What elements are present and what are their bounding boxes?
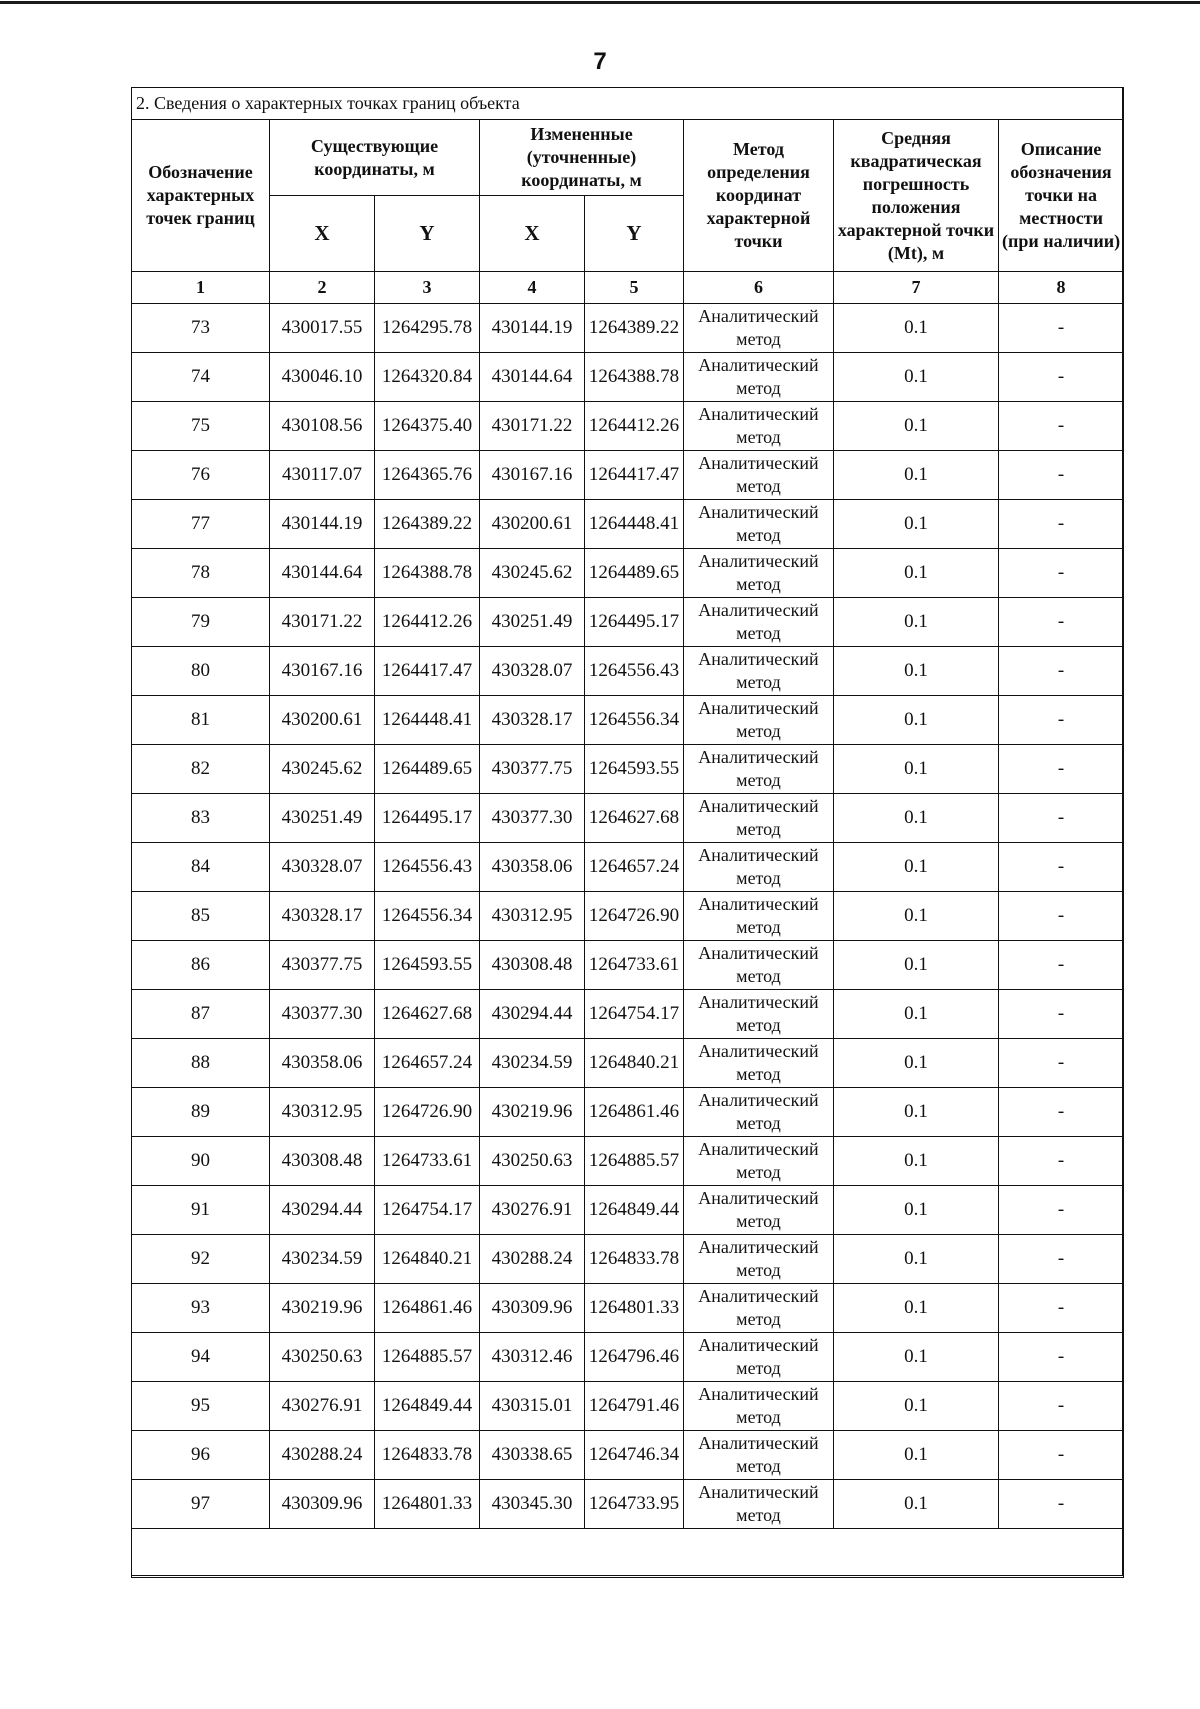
table-row	[132, 598, 1124, 647]
existing-y-cell: 1264840.21	[375, 1235, 480, 1284]
existing-x-cell: 430294.44	[270, 1186, 375, 1235]
error-cell: 0.1	[834, 1382, 999, 1431]
description-cell: -	[999, 1333, 1124, 1382]
point-number-cell: 73	[132, 304, 270, 353]
method-cell: Аналитический метод	[684, 1039, 834, 1088]
description-cell: -	[999, 647, 1124, 696]
header-changed-x: X	[480, 196, 585, 272]
method-cell: Аналитический метод	[684, 1284, 834, 1333]
changed-y-cell: 1264861.46	[585, 1088, 684, 1137]
header-changed-coordinates: Измененные (уточненные) координаты, м	[480, 120, 684, 196]
changed-x-cell: 430328.17	[480, 696, 585, 745]
error-cell: 0.1	[834, 1480, 999, 1529]
changed-x-cell: 430171.22	[480, 402, 585, 451]
table-row	[132, 1235, 1124, 1284]
changed-x-cell: 430200.61	[480, 500, 585, 549]
changed-x-cell: 430250.63	[480, 1137, 585, 1186]
header-existing-y: Y	[375, 196, 480, 272]
point-number-cell: 89	[132, 1088, 270, 1137]
method-cell: Аналитический метод	[684, 451, 834, 500]
error-cell: 0.1	[834, 1284, 999, 1333]
point-number-cell: 85	[132, 892, 270, 941]
existing-y-cell: 1264448.41	[375, 696, 480, 745]
changed-x-cell: 430309.96	[480, 1284, 585, 1333]
description-cell: -	[999, 500, 1124, 549]
changed-x-cell: 430144.19	[480, 304, 585, 353]
point-number-cell: 87	[132, 990, 270, 1039]
table-row	[132, 1039, 1124, 1088]
point-number-cell: 74	[132, 353, 270, 402]
description-cell: -	[999, 1039, 1124, 1088]
table-row	[132, 500, 1124, 549]
existing-y-cell: 1264657.24	[375, 1039, 480, 1088]
changed-y-cell: 1264556.34	[585, 696, 684, 745]
header-method: Метод определения координат характерной точки	[684, 120, 834, 272]
column-number: 7	[834, 272, 999, 304]
method-cell: Аналитический метод	[684, 1186, 834, 1235]
changed-x-cell: 430328.07	[480, 647, 585, 696]
boundary-points-table	[131, 87, 1124, 1578]
changed-x-cell: 430358.06	[480, 843, 585, 892]
method-cell: Аналитический метод	[684, 304, 834, 353]
description-cell: -	[999, 1382, 1124, 1431]
table-row	[132, 353, 1124, 402]
method-cell: Аналитический метод	[684, 1088, 834, 1137]
description-cell: -	[999, 451, 1124, 500]
error-cell: 0.1	[834, 402, 999, 451]
changed-y-cell: 1264389.22	[585, 304, 684, 353]
point-number-cell: 97	[132, 1480, 270, 1529]
method-cell: Аналитический метод	[684, 843, 834, 892]
existing-x-cell: 430309.96	[270, 1480, 375, 1529]
error-cell: 0.1	[834, 1235, 999, 1284]
existing-x-cell: 430288.24	[270, 1431, 375, 1480]
existing-y-cell: 1264495.17	[375, 794, 480, 843]
changed-x-cell: 430377.30	[480, 794, 585, 843]
existing-x-cell: 430234.59	[270, 1235, 375, 1284]
error-cell: 0.1	[834, 1431, 999, 1480]
changed-y-cell: 1264801.33	[585, 1284, 684, 1333]
description-cell: -	[999, 696, 1124, 745]
error-cell: 0.1	[834, 1186, 999, 1235]
point-number-cell: 93	[132, 1284, 270, 1333]
existing-x-cell: 430108.56	[270, 402, 375, 451]
table-row	[132, 402, 1124, 451]
existing-y-cell: 1264556.43	[375, 843, 480, 892]
method-cell: Аналитический метод	[684, 500, 834, 549]
description-cell: -	[999, 549, 1124, 598]
existing-y-cell: 1264593.55	[375, 941, 480, 990]
existing-y-cell: 1264885.57	[375, 1333, 480, 1382]
changed-y-cell: 1264726.90	[585, 892, 684, 941]
error-cell: 0.1	[834, 647, 999, 696]
error-cell: 0.1	[834, 941, 999, 990]
table-row	[132, 843, 1124, 892]
table-row	[132, 1333, 1124, 1382]
changed-y-cell: 1264885.57	[585, 1137, 684, 1186]
header-existing-coordinates: Существующие координаты, м	[270, 120, 480, 196]
existing-y-cell: 1264726.90	[375, 1088, 480, 1137]
point-number-cell: 82	[132, 745, 270, 794]
existing-x-cell: 430171.22	[270, 598, 375, 647]
changed-x-cell: 430219.96	[480, 1088, 585, 1137]
table-row	[132, 1284, 1124, 1333]
empty-table-row	[132, 1529, 1124, 1578]
error-cell: 0.1	[834, 1039, 999, 1088]
error-cell: 0.1	[834, 451, 999, 500]
changed-y-cell: 1264593.55	[585, 745, 684, 794]
method-cell: Аналитический метод	[684, 1480, 834, 1529]
error-cell: 0.1	[834, 1137, 999, 1186]
error-cell: 0.1	[834, 549, 999, 598]
changed-y-cell: 1264627.68	[585, 794, 684, 843]
method-cell: Аналитический метод	[684, 941, 834, 990]
header-mean-square-error: Средняя квадратическая погрешность положения характерной точки (Mt), м	[834, 120, 999, 272]
table-row	[132, 1382, 1124, 1431]
existing-x-cell: 430312.95	[270, 1088, 375, 1137]
existing-y-cell: 1264849.44	[375, 1382, 480, 1431]
point-number-cell: 92	[132, 1235, 270, 1284]
changed-y-cell: 1264489.65	[585, 549, 684, 598]
header-description: Описание обозначения точки на местности (при наличии)	[999, 120, 1124, 272]
description-cell: -	[999, 990, 1124, 1039]
description-cell: -	[999, 1480, 1124, 1529]
method-cell: Аналитический метод	[684, 1235, 834, 1284]
changed-x-cell: 430276.91	[480, 1186, 585, 1235]
point-number-cell: 88	[132, 1039, 270, 1088]
existing-y-cell: 1264754.17	[375, 1186, 480, 1235]
table-body	[132, 304, 1124, 1578]
point-number-cell: 91	[132, 1186, 270, 1235]
table-row	[132, 1137, 1124, 1186]
description-cell: -	[999, 598, 1124, 647]
existing-y-cell: 1264375.40	[375, 402, 480, 451]
existing-x-cell: 430328.07	[270, 843, 375, 892]
method-cell: Аналитический метод	[684, 794, 834, 843]
changed-y-cell: 1264448.41	[585, 500, 684, 549]
table-row	[132, 451, 1124, 500]
method-cell: Аналитический метод	[684, 1137, 834, 1186]
header-point-designation: Обозначение характерных точек границ	[132, 120, 270, 272]
existing-y-cell: 1264801.33	[375, 1480, 480, 1529]
existing-y-cell: 1264733.61	[375, 1137, 480, 1186]
existing-x-cell: 430358.06	[270, 1039, 375, 1088]
column-number: 1	[132, 272, 270, 304]
existing-x-cell: 430144.64	[270, 549, 375, 598]
existing-y-cell: 1264627.68	[375, 990, 480, 1039]
table-row	[132, 549, 1124, 598]
error-cell: 0.1	[834, 304, 999, 353]
changed-y-cell: 1264754.17	[585, 990, 684, 1039]
description-cell: -	[999, 794, 1124, 843]
point-number-cell: 81	[132, 696, 270, 745]
changed-y-cell: 1264657.24	[585, 843, 684, 892]
existing-y-cell: 1264320.84	[375, 353, 480, 402]
point-number-cell: 83	[132, 794, 270, 843]
existing-x-cell: 430276.91	[270, 1382, 375, 1431]
method-cell: Аналитический метод	[684, 647, 834, 696]
method-cell: Аналитический метод	[684, 696, 834, 745]
changed-x-cell: 430288.24	[480, 1235, 585, 1284]
changed-y-cell: 1264849.44	[585, 1186, 684, 1235]
changed-y-cell: 1264417.47	[585, 451, 684, 500]
changed-x-cell: 430312.95	[480, 892, 585, 941]
method-cell: Аналитический метод	[684, 598, 834, 647]
table-row	[132, 745, 1124, 794]
point-number-cell: 90	[132, 1137, 270, 1186]
error-cell: 0.1	[834, 598, 999, 647]
method-cell: Аналитический метод	[684, 892, 834, 941]
changed-x-cell: 430315.01	[480, 1382, 585, 1431]
changed-y-cell: 1264733.95	[585, 1480, 684, 1529]
changed-y-cell: 1264412.26	[585, 402, 684, 451]
existing-x-cell: 430144.19	[270, 500, 375, 549]
description-cell: -	[999, 843, 1124, 892]
description-cell: -	[999, 1431, 1124, 1480]
point-number-cell: 78	[132, 549, 270, 598]
existing-y-cell: 1264417.47	[375, 647, 480, 696]
existing-x-cell: 430046.10	[270, 353, 375, 402]
error-cell: 0.1	[834, 1088, 999, 1137]
description-cell: -	[999, 1137, 1124, 1186]
point-number-cell: 94	[132, 1333, 270, 1382]
point-number-cell: 96	[132, 1431, 270, 1480]
table-row	[132, 794, 1124, 843]
changed-y-cell: 1264556.43	[585, 647, 684, 696]
table-row	[132, 647, 1124, 696]
page-number: 7	[593, 48, 607, 75]
changed-y-cell: 1264796.46	[585, 1333, 684, 1382]
existing-x-cell: 430117.07	[270, 451, 375, 500]
method-cell: Аналитический метод	[684, 353, 834, 402]
error-cell: 0.1	[834, 353, 999, 402]
changed-y-cell: 1264733.61	[585, 941, 684, 990]
column-number: 6	[684, 272, 834, 304]
changed-x-cell: 430338.65	[480, 1431, 585, 1480]
description-cell: -	[999, 1186, 1124, 1235]
changed-x-cell: 430144.64	[480, 353, 585, 402]
error-cell: 0.1	[834, 696, 999, 745]
error-cell: 0.1	[834, 843, 999, 892]
changed-x-cell: 430167.16	[480, 451, 585, 500]
method-cell: Аналитический метод	[684, 549, 834, 598]
existing-y-cell: 1264489.65	[375, 745, 480, 794]
changed-x-cell: 430377.75	[480, 745, 585, 794]
description-cell: -	[999, 402, 1124, 451]
existing-y-cell: 1264556.34	[375, 892, 480, 941]
table-row	[132, 1480, 1124, 1529]
error-cell: 0.1	[834, 1333, 999, 1382]
changed-y-cell: 1264495.17	[585, 598, 684, 647]
changed-x-cell: 430312.46	[480, 1333, 585, 1382]
point-number-cell: 76	[132, 451, 270, 500]
column-number: 8	[999, 272, 1124, 304]
header-changed-y: Y	[585, 196, 684, 272]
description-cell: -	[999, 353, 1124, 402]
column-number-row	[132, 272, 1124, 304]
changed-x-cell: 430345.30	[480, 1480, 585, 1529]
error-cell: 0.1	[834, 745, 999, 794]
description-cell: -	[999, 304, 1124, 353]
empty-cell	[132, 1529, 1124, 1578]
changed-y-cell: 1264746.34	[585, 1431, 684, 1480]
changed-y-cell: 1264791.46	[585, 1382, 684, 1431]
column-number: 5	[585, 272, 684, 304]
error-cell: 0.1	[834, 990, 999, 1039]
table-row	[132, 1431, 1124, 1480]
error-cell: 0.1	[834, 500, 999, 549]
existing-x-cell: 430308.48	[270, 1137, 375, 1186]
point-number-cell: 77	[132, 500, 270, 549]
existing-x-cell: 430251.49	[270, 794, 375, 843]
existing-y-cell: 1264412.26	[375, 598, 480, 647]
existing-x-cell: 430219.96	[270, 1284, 375, 1333]
error-cell: 0.1	[834, 794, 999, 843]
column-number: 2	[270, 272, 375, 304]
table-row	[132, 1088, 1124, 1137]
table-row	[132, 990, 1124, 1039]
table-row	[132, 892, 1124, 941]
description-cell: -	[999, 1284, 1124, 1333]
description-cell: -	[999, 941, 1124, 990]
table-row	[132, 941, 1124, 990]
changed-x-cell: 430234.59	[480, 1039, 585, 1088]
description-cell: -	[999, 892, 1124, 941]
top-border-line	[0, 1, 1200, 4]
existing-x-cell: 430250.63	[270, 1333, 375, 1382]
method-cell: Аналитический метод	[684, 1382, 834, 1431]
point-number-cell: 84	[132, 843, 270, 892]
existing-y-cell: 1264365.76	[375, 451, 480, 500]
existing-x-cell: 430017.55	[270, 304, 375, 353]
changed-x-cell: 430245.62	[480, 549, 585, 598]
method-cell: Аналитический метод	[684, 1333, 834, 1382]
method-cell: Аналитический метод	[684, 1431, 834, 1480]
changed-y-cell: 1264388.78	[585, 353, 684, 402]
table-row	[132, 304, 1124, 353]
existing-y-cell: 1264833.78	[375, 1431, 480, 1480]
method-cell: Аналитический метод	[684, 990, 834, 1039]
changed-y-cell: 1264840.21	[585, 1039, 684, 1088]
point-number-cell: 75	[132, 402, 270, 451]
point-number-cell: 95	[132, 1382, 270, 1431]
description-cell: -	[999, 1088, 1124, 1137]
existing-x-cell: 430167.16	[270, 647, 375, 696]
changed-x-cell: 430294.44	[480, 990, 585, 1039]
existing-y-cell: 1264861.46	[375, 1284, 480, 1333]
changed-x-cell: 430251.49	[480, 598, 585, 647]
table-row	[132, 696, 1124, 745]
error-cell: 0.1	[834, 892, 999, 941]
method-cell: Аналитический метод	[684, 745, 834, 794]
existing-x-cell: 430377.30	[270, 990, 375, 1039]
point-number-cell: 79	[132, 598, 270, 647]
existing-x-cell: 430377.75	[270, 941, 375, 990]
point-number-cell: 80	[132, 647, 270, 696]
column-number: 3	[375, 272, 480, 304]
existing-x-cell: 430328.17	[270, 892, 375, 941]
existing-y-cell: 1264389.22	[375, 500, 480, 549]
changed-y-cell: 1264833.78	[585, 1235, 684, 1284]
table-row	[132, 1186, 1124, 1235]
column-number: 4	[480, 272, 585, 304]
method-cell: Аналитический метод	[684, 402, 834, 451]
existing-y-cell: 1264388.78	[375, 549, 480, 598]
description-cell: -	[999, 745, 1124, 794]
header-existing-x: X	[270, 196, 375, 272]
changed-x-cell: 430308.48	[480, 941, 585, 990]
description-cell: -	[999, 1235, 1124, 1284]
existing-x-cell: 430245.62	[270, 745, 375, 794]
existing-y-cell: 1264295.78	[375, 304, 480, 353]
table-title: 2. Сведения о характерных точках границ объекта	[132, 88, 1124, 120]
point-number-cell: 86	[132, 941, 270, 990]
existing-x-cell: 430200.61	[270, 696, 375, 745]
